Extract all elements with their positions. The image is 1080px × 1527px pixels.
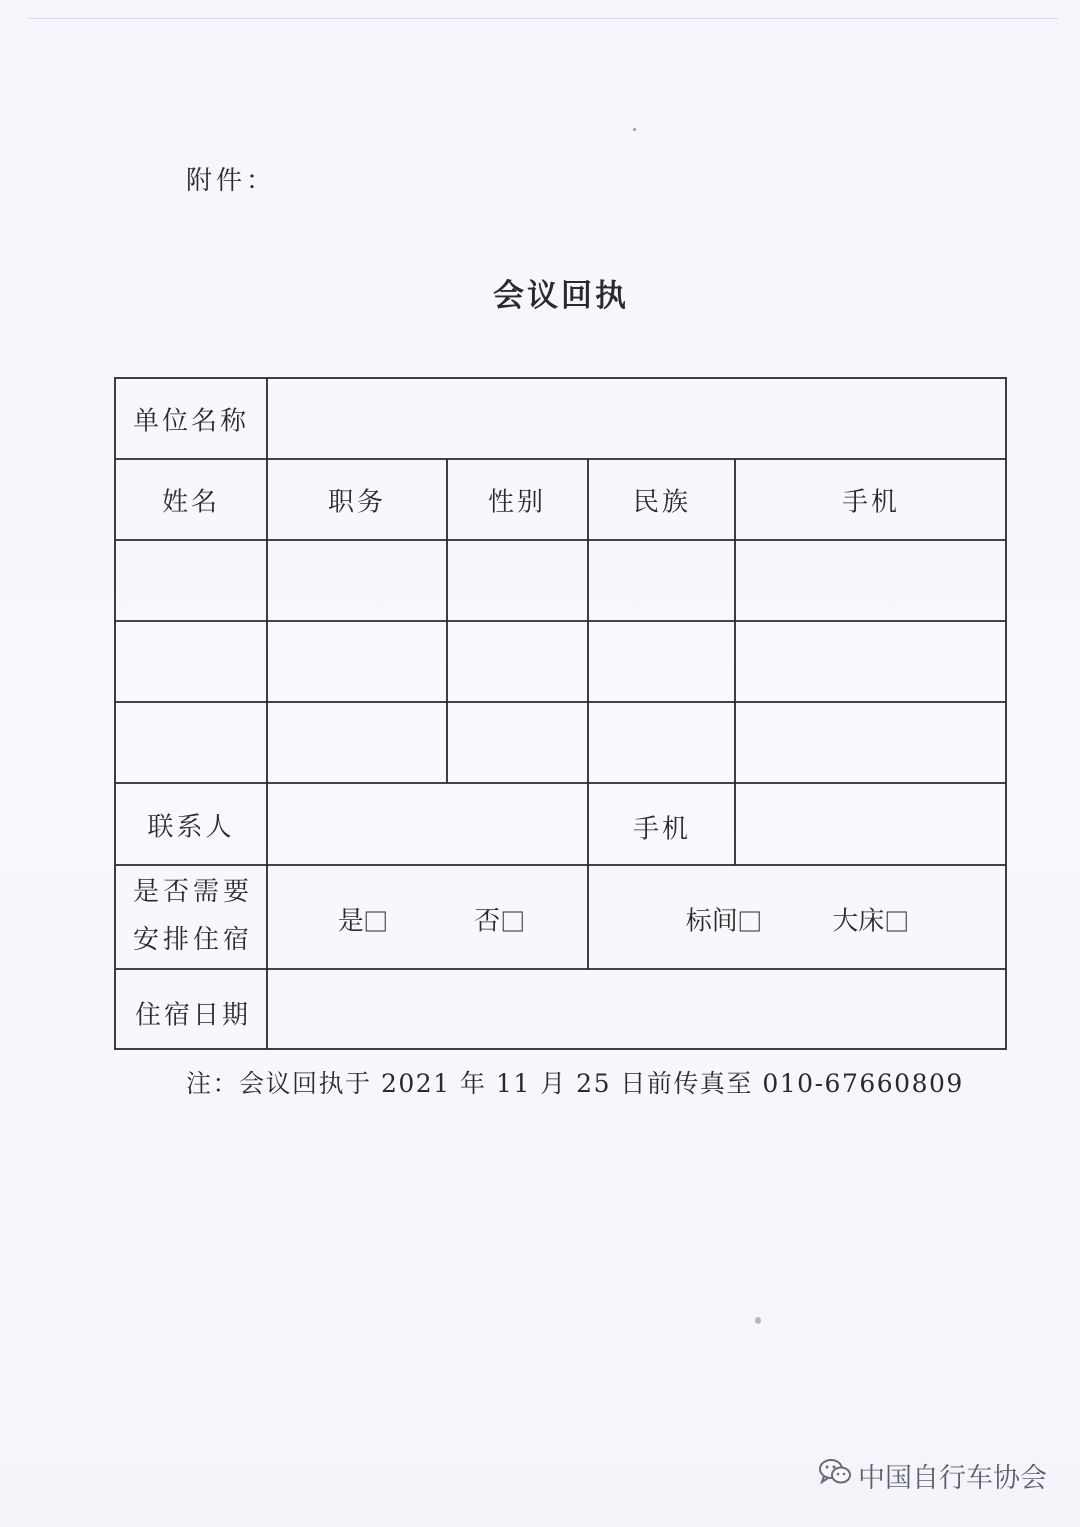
scan-speck [633,128,636,131]
unit-name-label: 单位名称 [132,406,250,437]
attendee-row-1[interactable] [116,541,1005,620]
standard-room-label: 标间 [685,906,738,937]
king-bed-checkbox[interactable] [886,912,906,932]
wechat-icon [818,1457,852,1494]
unit-name-field[interactable] [268,379,1005,459]
attachment-label: 附件： [186,166,277,196]
contact-mobile-field[interactable] [736,784,1005,864]
contact-label: 联系人 [147,812,235,843]
watermark-text: 中国自行车协会 [858,1463,1047,1494]
scan-speck [755,1317,761,1324]
stay-dates-label: 住宿日期 [134,1000,252,1031]
standard-room-option[interactable] [686,901,760,938]
page-edge [28,18,1058,19]
no-label: 否 [474,906,501,937]
standard-room-checkbox[interactable] [740,912,760,932]
king-bed-label: 大床 [832,906,885,937]
header-gender: 性别 [487,487,547,518]
attendee-row-2[interactable] [116,622,1005,701]
attendee-row-3[interactable] [116,703,1005,782]
wechat-watermark [818,1456,1047,1495]
king-bed-option[interactable] [832,901,906,938]
stay-dates-field[interactable] [268,970,1005,1048]
accommodation-label-line2: 安排住宿 [132,925,254,955]
yes-checkbox[interactable] [366,912,386,932]
accommodation-label-line1: 是否需要 [132,877,254,907]
room-type-options [686,901,907,938]
header-mobile: 手机 [841,487,901,518]
accommodation-yes-no [338,901,523,938]
header-name: 姓名 [161,487,221,518]
yes-option[interactable] [338,901,386,938]
fax-deadline-note: 注：会议回执于 2021 年 11 月 25 日前传真至 010-67660809 [186,1069,964,1098]
header-ethnicity: 民族 [632,487,692,518]
yes-label: 是 [337,906,364,937]
contact-field[interactable] [268,784,587,864]
no-option[interactable] [474,901,522,938]
accommodation-label [133,868,253,964]
receipt-form-table [114,377,1007,1050]
page-title: 会议回执 [493,278,629,314]
contact-mobile-label: 手机 [632,814,692,845]
no-checkbox[interactable] [502,912,522,932]
header-position: 职务 [327,487,387,518]
